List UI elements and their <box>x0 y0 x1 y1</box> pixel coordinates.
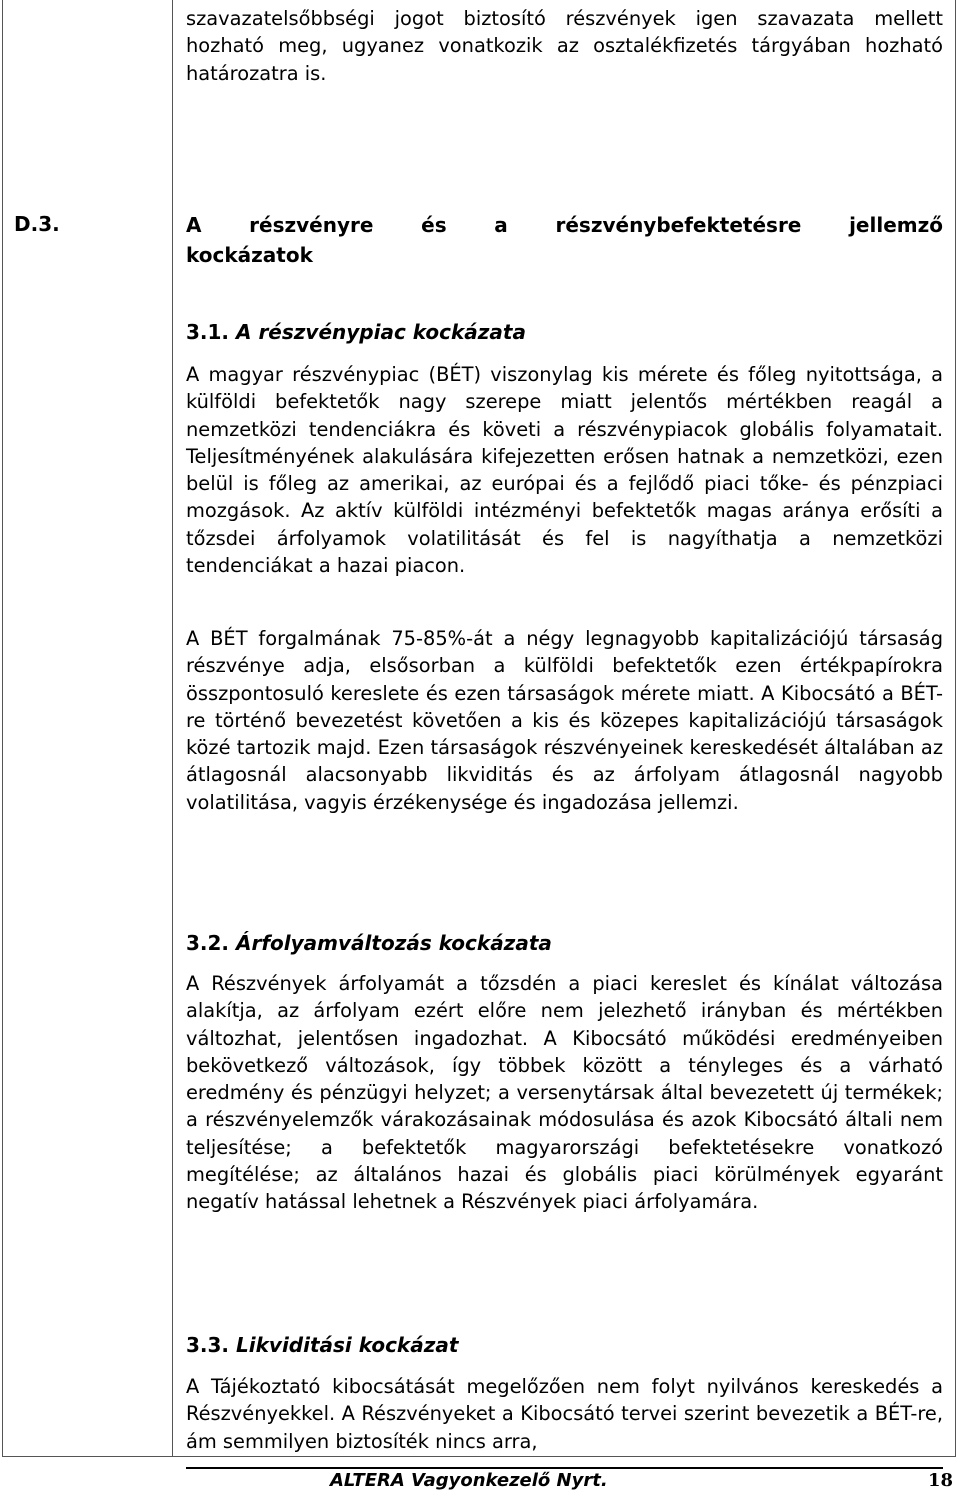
section-title-line2: kockázatok <box>186 243 313 267</box>
paragraph: A magyar részvénypiac (BÉT) viszonylag kis mérete és főleg nyitottsága, a külföldi befektetők nagy szerepe miatt jelentős mértékben reagál a nemzetközi tendenciákra és követi a részvénypiacok globális folyamatait. Teljesítményének alakulására kifejezetten erősen hatnak a nemzetközi, ezen belül is főleg az amerikai, az európai és a fejlődő piaci tőke- és pénzpiaci mozgások. Az aktív külföldi intézményi befektetők magas aránya erősíti a tőzsdei árfolyamok volatilitását és fel is nagyíthatja a nemzetközi tendenciákat a hazai piacon. <box>186 363 943 578</box>
subsection-number: 3.1. <box>186 320 230 344</box>
page-number: 18 <box>928 1470 954 1491</box>
subsection-heading-3-3 <box>186 1331 458 1359</box>
subsection-title: Likviditási kockázat <box>236 1333 459 1357</box>
subsection-heading-3-2 <box>186 929 552 957</box>
paragraph: A Részvények árfolyamát a tőzsdén a piaci kereslet és kínálat változása alakítja, az árfolyam ezért előre nem jelezhető irányban és mértékben változhat, jelentősen ingadozhat. A Kibocsátó működési eredményeiben bekövetkező változások, így többek között a tényleges és a várható eredmény és pénzügyi helyzet; a versenytársak által bevezetett új termékek; a részvényelemzők várakozásainak módosulása és azok Kibocsátó általi nem teljesítése; a befektetők magyarországi befektetésekre vonatkozó megítélése; az általános hazai és globális piaci körülmények egyaránt negatív hatással lehetnek a Részvények piaci árfolyamára. <box>186 972 943 1214</box>
section-title <box>186 210 943 270</box>
footer-company: ALTERA Vagyonkezelő Nyrt. <box>330 1470 608 1491</box>
subsection-title: A részvénypiac kockázata <box>236 320 526 344</box>
paragraph: A BÉT forgalmának 75-85%-át a négy legnagyobb kapitalizációjú társaság részvénye adja, elsősorban a külföldi befektetők ezen értékpapírokra összpontosuló kereslete és ezen társaságok mérete miatt. A Kibocsátó a BÉT-re történő bevezetést követően a kis és közepes kapitalizációjú társaságok közé tartozik majd. Ezen társaságok részvényeinek kereskedését általában az átlagosnál alacsonyabb likviditás és az árfolyam átlagosnál nagyobb volatilitása, vagyis érzékenysége és ingadozása jellemzi. <box>186 627 943 814</box>
subsection-number: 3.2. <box>186 931 230 955</box>
column-divider <box>172 0 173 1457</box>
subsection-number: 3.3. <box>186 1333 230 1357</box>
subsection-heading-3-1 <box>186 318 526 346</box>
section-title-line1: A részvényre és a részvénybefektetésre jellemző <box>186 213 943 237</box>
top-paragraph: szavazatelsőbbségi jogot biztosító részvények igen szavazata mellett hozható meg, ugyanez vonatkozik az osztalékfizetés tárgyában hozható határozatra is. <box>186 7 943 85</box>
subsection-title: Árfolyamváltozás kockázata <box>236 931 552 955</box>
paragraph: A Tájékoztató kibocsátását megelőzően nem folyt nyilvános kereskedés a Részvényekkel. A Részvényeket a Kibocsátó tervei szerint bevezetik a BÉT-re, ám semmilyen biztosíték nincs arra, <box>186 1375 943 1453</box>
section-number: D.3. <box>14 212 60 236</box>
